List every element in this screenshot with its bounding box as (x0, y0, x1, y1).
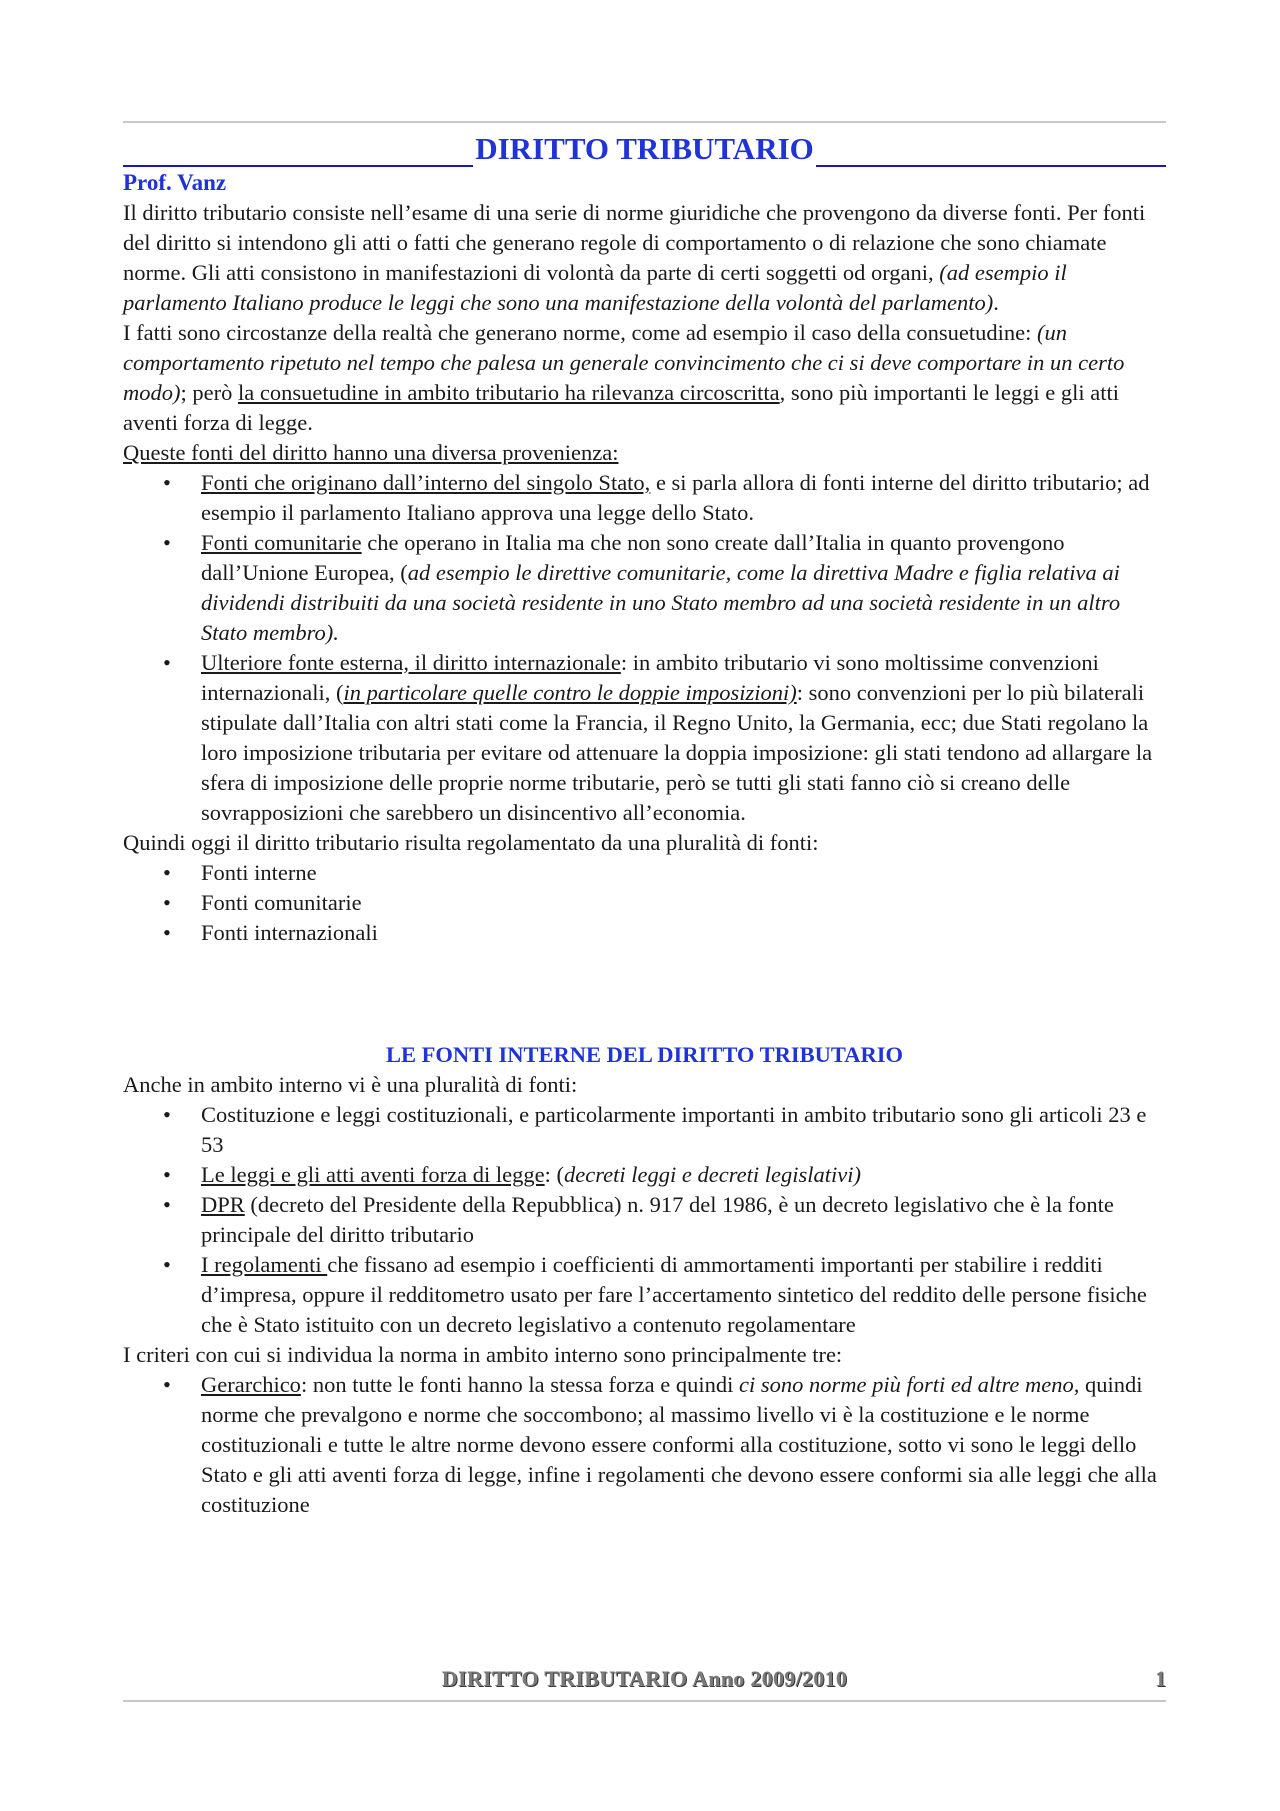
bullet-icon: • (163, 1102, 171, 1127)
document-title: DIRITTO TRIBUTARIO (475, 131, 814, 166)
text: Costituzione e leggi costituzionali, e particolarmente importanti in ambito tributario sono gli articoli 23 e 53 (201, 1102, 1147, 1157)
italic-text: decreti leggi e decreti legislativi) (563, 1162, 861, 1187)
text: quindi norme che prevalgono e norme che soccombono; al massimo livello vi è la costituzione e le norme costituzionali e tutte le altre norme devono essere conformi alla costituzione, sotto vi sono le leggi dello Stato e gli atti aventi forza di legge, infine i regolamenti che devono essere conformi sia alle leggi che alla costituzione (201, 1372, 1157, 1517)
text: (decreto del Presidente della Repubblica) n. 917 del 1986, è un decreto legislativo che è la fonte principale del diritto tributario (201, 1192, 1114, 1247)
title-rule-right (816, 132, 1166, 167)
text: Fonti interne (201, 860, 317, 885)
page-number: 1 (1155, 1666, 1166, 1691)
text: , sono più importanti le leggi e gli atti aventi forza di legge. (123, 380, 1119, 435)
intro-paragraph-1 (123, 198, 1166, 318)
underlined-text: I regolamenti (201, 1252, 328, 1277)
list-item (123, 918, 1166, 948)
spacer (123, 948, 1166, 1040)
text: : in ambito tributario vi sono moltissime convenzioni internazionali, ( (201, 650, 1099, 705)
text: . (993, 290, 999, 315)
author: Prof. Vanz (123, 170, 227, 195)
list-item (123, 888, 1166, 918)
italic-text: (un comportamento ripetuto nel tempo che palesa un generale convincimento che ci si deve comportare in un certo modo) (123, 320, 1125, 405)
bullet-icon: • (163, 1252, 171, 1277)
title-rule-left (123, 132, 473, 167)
footer-rule (123, 1700, 1166, 1702)
internal-sources-list (123, 1100, 1166, 1340)
title-row (123, 127, 1166, 167)
list-item (123, 858, 1166, 888)
bullet-icon: • (163, 860, 171, 885)
bullet-icon: • (163, 530, 171, 555)
text: e si parla allora di fonti interne del diritto tributario; ad esempio il parlamento Italiano approva una legge dello Stato. (201, 470, 1150, 525)
section-title: LE FONTI INTERNE DEL DIRITTO TRIBUTARIO (385, 1042, 904, 1067)
list-item (123, 1250, 1166, 1340)
page-footer (123, 1666, 1166, 1696)
list-item (123, 468, 1166, 528)
bullet-icon: • (163, 1162, 171, 1187)
bullet-icon: • (163, 890, 171, 915)
criteria-lead: I criteri con cui si individua la norma in ambito interno sono principalmente tre: (123, 1342, 843, 1367)
document-body (123, 168, 1166, 1520)
text: Fonti internazionali (201, 920, 378, 945)
list-item (123, 1370, 1166, 1520)
underlined-text: Le leggi e gli atti aventi forza di legge (201, 1162, 545, 1187)
bullet-icon: • (163, 1192, 171, 1217)
text: che operano in Italia ma che non sono create dall’Italia in quanto provengono dall’Unione Europea, ( (201, 530, 1065, 585)
text: I fatti sono circostanze della realtà che generano norme, come ad esempio il caso della consuetudine: (123, 320, 1037, 345)
text: : sono convenzioni per lo più bilaterali stipulate dall’Italia con altri stati come la Francia, il Regno Unito, la Germania, ecc; due Stati regolano la loro imposizione tributaria per evitare od attenuare la doppia imposizione: gli stati tendono ad allargare la sfera di imposizione delle proprie norme tributarie, però se tutti gli stati fanno ciò si creano delle sovrapposizioni che sarebbero un disincentivo all’economia. (201, 680, 1153, 825)
italic-text: ad esempio le direttive comunitarie, come la direttiva Madre e figlia relativa ai dividendi distribuiti da una società residente in uno Stato membro ad una società residente in un altro Stato membro). (201, 560, 1121, 645)
italic-underlined-text: in particolare quelle contro le doppie imposizioni) (343, 680, 797, 705)
list-item (123, 1100, 1166, 1160)
sources-list (123, 468, 1166, 828)
underlined-text: Gerarchico (201, 1372, 301, 1397)
intro-paragraph-2 (123, 318, 1166, 438)
text: Il diritto tributario consiste nell’esame di una serie di norme giuridiche che provengono da diverse fonti. Per fonti del diritto si intendono gli atti o fatti che generano regole di comportamento o di relazione che sono chiamate norme. Gli atti consistono in manifestazioni di volontà da parte di certi soggetti od organi, (123, 200, 1146, 285)
underlined-text: Ulteriore fonte esterna, il diritto internazionale (201, 650, 621, 675)
list-item (123, 648, 1166, 828)
underlined-text: Queste fonti del diritto hanno una diversa provenienza: (123, 440, 619, 465)
italic-text: (ad esempio il parlamento Italiano produce le leggi che sono una manifestazione della volontà del parlamento) (123, 260, 1067, 315)
bullet-icon: • (163, 920, 171, 945)
underlined-text: Fonti che originano dall’interno del singolo Stato, (201, 470, 651, 495)
header-rule (123, 121, 1166, 123)
text: Fonti comunitarie (201, 890, 362, 915)
italic-text: ci sono norme più forti ed altre meno, (738, 1372, 1080, 1397)
text: : non tutte le fonti hanno la stessa forza e quindi (300, 1372, 739, 1397)
underlined-text: DPR (201, 1192, 245, 1217)
underlined-text: Fonti comunitarie (201, 530, 362, 555)
summary-lead: Quindi oggi il diritto tributario risulta regolamentato da una pluralità di fonti: (123, 830, 819, 855)
text: ; però (180, 380, 238, 405)
bullet-icon: • (163, 1372, 171, 1397)
list-item (123, 1160, 1166, 1190)
summary-list (123, 858, 1166, 948)
text: : ( (544, 1162, 564, 1187)
intro-paragraph-3 (123, 438, 1166, 468)
list-item (123, 528, 1166, 648)
bullet-icon: • (163, 470, 171, 495)
criteria-list (123, 1370, 1166, 1520)
footer-title: DIRITTO TRIBUTARIO Anno 2009/2010 (441, 1666, 848, 1691)
list-item (123, 1190, 1166, 1250)
section-lead: Anche in ambito interno vi è una pluralità di fonti: (123, 1072, 578, 1097)
bullet-icon: • (163, 650, 171, 675)
text: che fissano ad esempio i coefficienti di ammortamenti importanti per stabilire i redditi d’impresa, oppure il redditometro usato per fare l’accertamento sintetico del reddito delle persone fisiche che è Stato istituito con un decreto legislativo a contenuto regolamentare (201, 1252, 1147, 1337)
underlined-text: la consuetudine in ambito tributario ha rilevanza circoscritta (237, 380, 780, 405)
